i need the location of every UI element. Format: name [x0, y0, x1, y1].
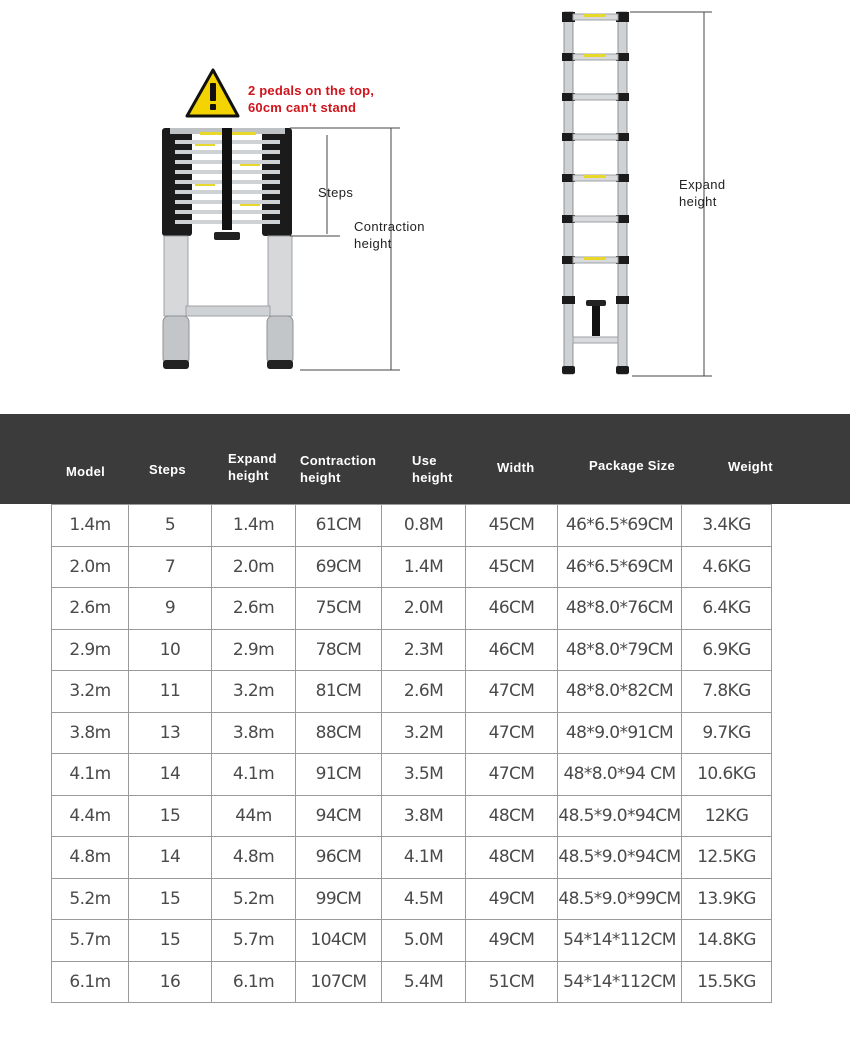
width-cell: 45CM: [466, 546, 558, 588]
package-size-cell: 54*14*112CM: [558, 961, 682, 1003]
use-height-cell: 3.5M: [382, 754, 466, 796]
package-size-cell: 48.5*9.0*99CM: [558, 878, 682, 920]
warning-line: 2 pedals on the top,: [248, 83, 375, 98]
spec-table-body: [52, 505, 772, 1003]
weight-cell: 12KG: [682, 795, 772, 837]
use-height-cell: 4.5M: [382, 878, 466, 920]
header-model: [66, 463, 105, 480]
model-cell: 5.7m: [52, 920, 129, 962]
steps-cell: 9: [129, 588, 212, 630]
header-expand-height: [228, 450, 277, 484]
expand-height-cell: 3.2m: [212, 671, 296, 713]
warning-line: 60cm can't stand: [248, 100, 357, 115]
contraction-height-cell: 91CM: [296, 754, 382, 796]
contraction-height-cell: 94CM: [296, 795, 382, 837]
steps-cell: 11: [129, 671, 212, 713]
header-text: Weight: [728, 459, 773, 474]
weight-cell: 10.6KG: [682, 754, 772, 796]
weight-cell: 6.9KG: [682, 629, 772, 671]
width-cell: 48CM: [466, 795, 558, 837]
contraction-height-label-line: Contraction: [354, 219, 425, 234]
use-height-cell: 4.1M: [382, 837, 466, 879]
use-height-cell: 5.4M: [382, 961, 466, 1003]
table-row: [52, 961, 772, 1003]
contracted-ladder-image: [162, 128, 293, 369]
expand-height-cell: 4.8m: [212, 837, 296, 879]
table-row: [52, 754, 772, 796]
width-cell: 49CM: [466, 920, 558, 962]
package-size-cell: 46*6.5*69CM: [558, 505, 682, 547]
steps-cell: 13: [129, 712, 212, 754]
weight-cell: 12.5KG: [682, 837, 772, 879]
contraction-height-cell: 69CM: [296, 546, 382, 588]
header-package-size: [589, 457, 675, 474]
expand-height-cell: 44m: [212, 795, 296, 837]
expand-height-cell: 2.0m: [212, 546, 296, 588]
package-size-cell: 48*8.0*79CM: [558, 629, 682, 671]
expand-height-cell: 6.1m: [212, 961, 296, 1003]
weight-cell: 3.4KG: [682, 505, 772, 547]
steps-cell: 14: [129, 754, 212, 796]
contraction-height-label: [354, 218, 425, 252]
spec-table: [51, 504, 772, 1003]
use-height-cell: 3.2M: [382, 712, 466, 754]
use-height-cell: 1.4M: [382, 546, 466, 588]
table-row: [52, 878, 772, 920]
package-size-cell: 48*8.0*82CM: [558, 671, 682, 713]
weight-cell: 7.8KG: [682, 671, 772, 713]
header-text: height: [300, 470, 341, 485]
header-width: [497, 459, 534, 476]
steps-cell: 15: [129, 795, 212, 837]
model-cell: 3.2m: [52, 671, 129, 713]
contraction-height-cell: 104CM: [296, 920, 382, 962]
table-row: [52, 920, 772, 962]
contraction-height-cell: 107CM: [296, 961, 382, 1003]
header-text: Package Size: [589, 458, 675, 473]
width-cell: 47CM: [466, 712, 558, 754]
model-cell: 4.4m: [52, 795, 129, 837]
model-cell: 2.6m: [52, 588, 129, 630]
table-row: [52, 588, 772, 630]
header-contraction-height: [300, 452, 376, 486]
width-cell: 47CM: [466, 671, 558, 713]
use-height-cell: 2.6M: [382, 671, 466, 713]
width-cell: 48CM: [466, 837, 558, 879]
warning-text: [248, 82, 374, 116]
steps-cell: 5: [129, 505, 212, 547]
width-cell: 47CM: [466, 754, 558, 796]
table-row: [52, 712, 772, 754]
header-text: Expand: [228, 451, 277, 466]
ladder-diagram: [0, 0, 850, 410]
model-cell: 3.8m: [52, 712, 129, 754]
model-cell: 2.9m: [52, 629, 129, 671]
expand-height-cell: 2.9m: [212, 629, 296, 671]
steps-label: Steps: [318, 185, 354, 200]
contraction-height-cell: 88CM: [296, 712, 382, 754]
package-size-cell: 48.5*9.0*94CM: [558, 837, 682, 879]
expand-height-cell: 4.1m: [212, 754, 296, 796]
steps-cell: 10: [129, 629, 212, 671]
weight-cell: 14.8KG: [682, 920, 772, 962]
model-cell: 2.0m: [52, 546, 129, 588]
table-row: [52, 837, 772, 879]
contraction-height-cell: 75CM: [296, 588, 382, 630]
steps-cell: 16: [129, 961, 212, 1003]
table-row: [52, 795, 772, 837]
package-size-cell: 48*9.0*91CM: [558, 712, 682, 754]
table-row: [52, 546, 772, 588]
model-cell: 4.8m: [52, 837, 129, 879]
header-steps: [149, 461, 186, 478]
package-size-cell: 54*14*112CM: [558, 920, 682, 962]
width-cell: 46CM: [466, 588, 558, 630]
steps-cell: 15: [129, 920, 212, 962]
package-size-cell: 48*8.0*94 CM: [558, 754, 682, 796]
contraction-height-cell: 99CM: [296, 878, 382, 920]
table-row: [52, 505, 772, 547]
expand-height-label-line: height: [679, 194, 717, 209]
table-row: [52, 671, 772, 713]
package-size-cell: 46*6.5*69CM: [558, 546, 682, 588]
steps-cell: 7: [129, 546, 212, 588]
expand-height-cell: 3.8m: [212, 712, 296, 754]
expand-height-cell: 2.6m: [212, 588, 296, 630]
use-height-cell: 0.8M: [382, 505, 466, 547]
model-cell: 6.1m: [52, 961, 129, 1003]
header-text: Contraction: [300, 453, 377, 468]
header-text: height: [412, 470, 453, 485]
warning-icon: [187, 70, 238, 116]
package-size-cell: 48.5*9.0*94CM: [558, 795, 682, 837]
table-header-band: [0, 414, 850, 504]
table-row: [52, 629, 772, 671]
use-height-cell: 2.0M: [382, 588, 466, 630]
contraction-height-cell: 61CM: [296, 505, 382, 547]
weight-cell: 4.6KG: [682, 546, 772, 588]
header-text: Width: [497, 460, 535, 475]
steps-cell: 14: [129, 837, 212, 879]
model-cell: 1.4m: [52, 505, 129, 547]
use-height-cell: 2.3M: [382, 629, 466, 671]
width-cell: 45CM: [466, 505, 558, 547]
header-text: height: [228, 468, 269, 483]
expand-height-cell: 5.2m: [212, 878, 296, 920]
steps-cell: 15: [129, 878, 212, 920]
model-cell: 5.2m: [52, 878, 129, 920]
weight-cell: 15.5KG: [682, 961, 772, 1003]
use-height-cell: 3.8M: [382, 795, 466, 837]
contraction-height-label-line: height: [354, 236, 392, 251]
expanded-ladder-image: [562, 12, 629, 374]
width-cell: 46CM: [466, 629, 558, 671]
header-text: Model: [66, 464, 106, 479]
width-cell: 51CM: [466, 961, 558, 1003]
header-weight: [728, 458, 773, 475]
contraction-height-cell: 96CM: [296, 837, 382, 879]
expand-height-cell: 5.7m: [212, 920, 296, 962]
weight-cell: 13.9KG: [682, 878, 772, 920]
expand-height-cell: 1.4m: [212, 505, 296, 547]
weight-cell: 9.7KG: [682, 712, 772, 754]
expand-height-label-line: Expand: [679, 177, 726, 192]
header-use-height: [412, 452, 453, 486]
header-text: Steps: [149, 462, 186, 477]
model-cell: 4.1m: [52, 754, 129, 796]
header-text: Use: [412, 453, 437, 468]
weight-cell: 6.4KG: [682, 588, 772, 630]
expand-height-label: [679, 176, 726, 210]
package-size-cell: 48*8.0*76CM: [558, 588, 682, 630]
contraction-height-cell: 81CM: [296, 671, 382, 713]
use-height-cell: 5.0M: [382, 920, 466, 962]
width-cell: 49CM: [466, 878, 558, 920]
contraction-height-cell: 78CM: [296, 629, 382, 671]
